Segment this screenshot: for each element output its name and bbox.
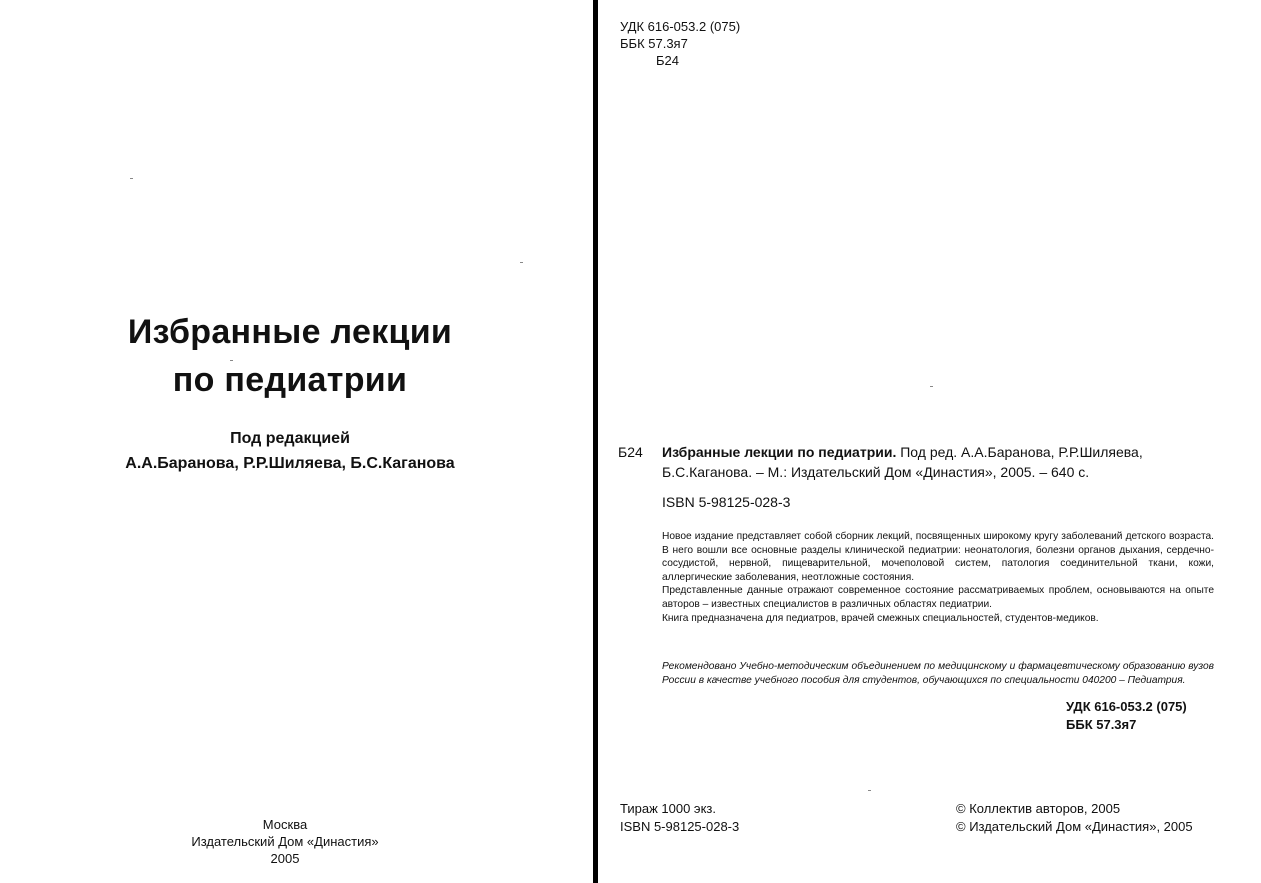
annotation-paragraph: Представленные данные отражают современное состояние рассматриваемых проблем, основываются на опыте авторов – известных специалистов в различных областях педиатрии.	[662, 585, 1214, 610]
copyright-block	[956, 800, 1193, 836]
annotation-paragraph: Новое издание представляет собой сборник лекций, посвященных широкому кругу заболеваний детского возраста. В него вошли все основные разделы клинической педиатрии: неонатология, болезни органов дыхания, сердечно-сосудистой, нервной, пищеварительной, мочеполовой систем, патология соединительной ткани, кожи, аллергические заболевания, неотложные состояния.	[662, 531, 1214, 583]
title-page	[0, 0, 596, 883]
classification-header	[620, 18, 740, 69]
entry-text	[662, 442, 1218, 482]
copyright-publisher: © Издательский Дом «Династия», 2005	[956, 819, 1193, 834]
entry-details: Под ред. А.А.Баранова, Р.Р.Шиляева, Б.С.Каганова. – М.: Издательский Дом «Династия», 2005. – 640 с.	[662, 444, 1143, 480]
annotation-paragraph: Книга предназначена для педиатров, врачей смежных специальностей, студентов-медиков.	[662, 612, 1099, 624]
imprint-year: 2005	[270, 851, 300, 866]
isbn-bottom: ISBN 5-98125-028-3	[620, 819, 740, 834]
recommendation-note: Рекомендовано Учебно-методическим объединением по медицинскому и фармацевтическому образованию вузов России в качестве учебного пособия для студентов, обучающихся по специальности 040200 – Педиатрия.	[662, 661, 1214, 686]
book-title-line-1: Избранные лекции	[127, 313, 453, 351]
isbn: ISBN 5-98125-028-3	[662, 494, 791, 510]
udk-code: УДК 616-053.2 (075)	[620, 19, 741, 34]
imprint-city: Москва	[262, 817, 308, 832]
bibliographic-entry	[618, 442, 1218, 482]
scan-speck	[930, 386, 933, 387]
classification-footer	[1066, 698, 1187, 734]
bbk-code: ББК 57.3я7	[620, 36, 688, 51]
author-index: Б24	[656, 53, 679, 68]
book-title	[40, 308, 540, 404]
scan-speck	[868, 790, 871, 791]
entry-title: Избранные лекции по педиатрии.	[662, 444, 897, 460]
imprint-publisher: Издательский Дом «Династия»	[191, 834, 379, 849]
page-gutter-divider	[593, 0, 598, 883]
udk-code-bold: УДК 616-053.2 (075)	[1066, 699, 1187, 714]
scan-speck	[520, 262, 523, 263]
entry-index: Б24	[618, 444, 643, 460]
imprint	[100, 816, 470, 867]
print-run-block	[620, 800, 739, 836]
copyright-page	[600, 0, 1261, 883]
print-run: Тираж 1000 экз.	[620, 801, 716, 816]
scan-speck	[230, 360, 233, 361]
book-title-line-2: по педиатрии	[172, 361, 408, 399]
bbk-code-bold: ББК 57.3я7	[1066, 717, 1137, 732]
scan-speck	[130, 178, 133, 179]
editors-names: А.А.Баранова, Р.Р.Шиляева, Б.С.Каганова	[125, 455, 455, 472]
annotation	[662, 530, 1214, 625]
editor-label: Под редакцией	[230, 430, 350, 447]
copyright-authors: © Коллектив авторов, 2005	[956, 801, 1121, 816]
